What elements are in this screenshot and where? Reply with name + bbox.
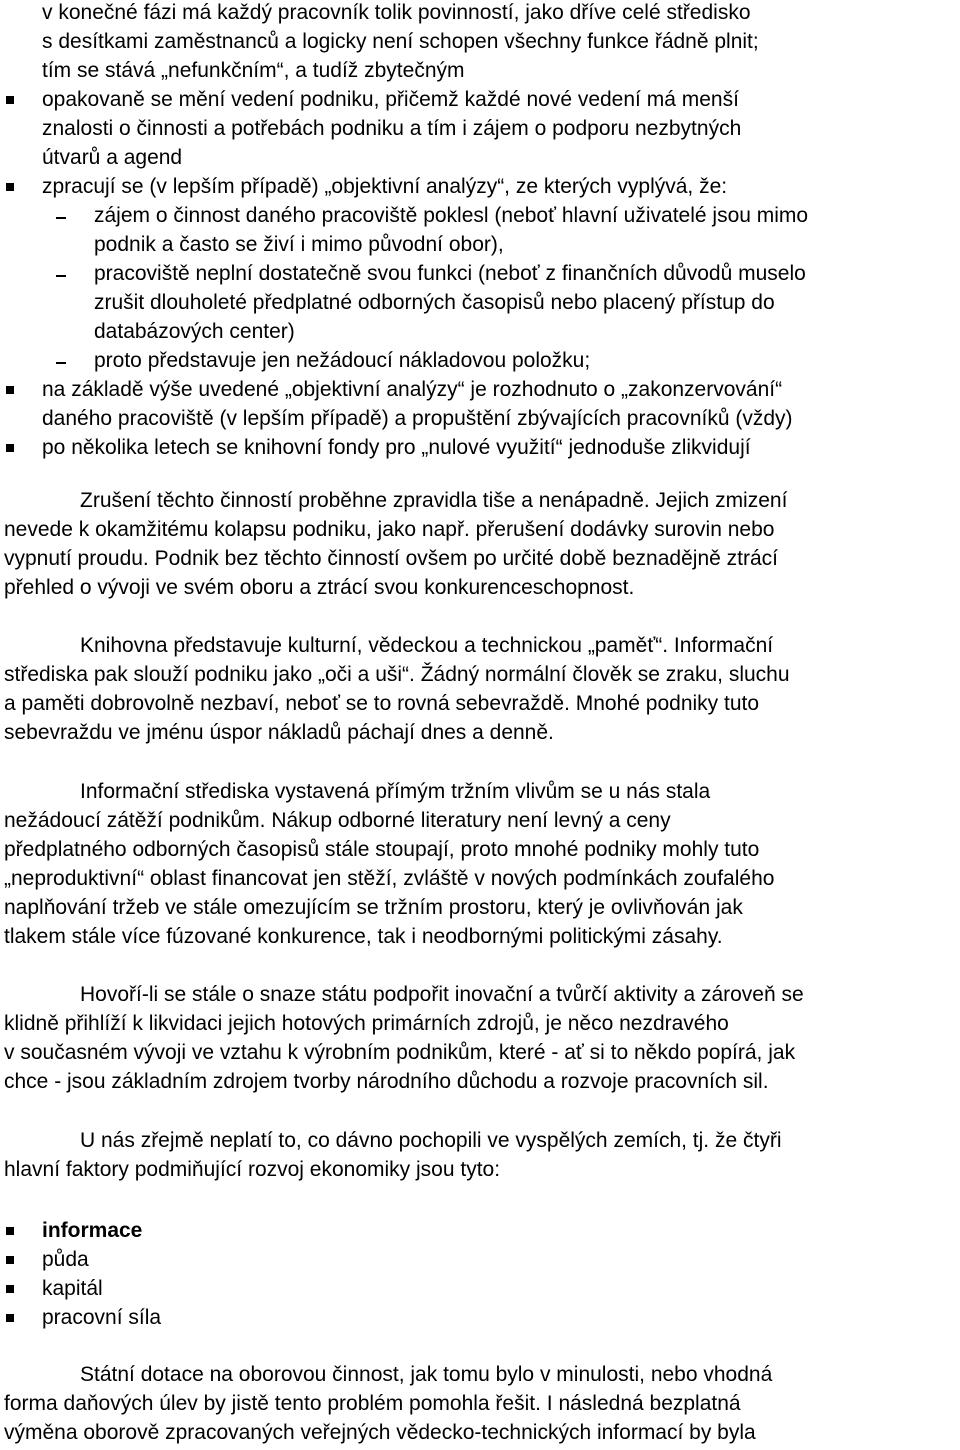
paragraph-line: klidně přihlíží k likvidaci jejich hotových primárních zdrojů, je něco nezdravého: [4, 1012, 729, 1035]
sub-item-line: pracoviště neplní dostatečně svou funkci (neboť z finančních důvodů muselo: [94, 262, 806, 285]
sub-item-line: zrušit dlouholeté předplatné odborných časopisů nebo placený přístup do: [94, 291, 775, 314]
bullet-item-line: znalosti o činnosti a potřebách podniku a tím i zájem o podporu nezbytných: [42, 117, 742, 140]
paragraph-line: střediska pak slouží podniku jako „oči a uši“. Žádný normální člověk se zraku, sluchu: [4, 663, 790, 686]
paragraph-line: Knihovna představuje kulturní, vědeckou a technickou „paměť“. Informační: [80, 634, 774, 657]
bullet-item-line: útvarů a agend: [42, 146, 183, 169]
factor-item: pracovní síla: [42, 1306, 162, 1329]
bullet-item-line: daného pracoviště (v lepším případě) a propuštění zbývajících pracovníků (vždy): [42, 407, 793, 430]
paragraph-line: výměna oborově zpracovaných veřejných vědecko-technických informací by byla: [4, 1421, 756, 1444]
square-bullet-icon: [6, 444, 14, 452]
paragraph-line: sebevraždu ve jménu úspor nákladů páchají dnes a denně.: [4, 721, 554, 744]
dash-bullet-icon: [56, 275, 66, 277]
paragraph-line: tlakem stále více fúzované konkurence, tak i neodbornými politickými zásahy.: [4, 925, 723, 948]
dash-bullet-icon: [56, 362, 66, 364]
paragraph-line: nežádoucí zátěží podnikům. Nákup odborné literatury není levný a ceny: [4, 809, 671, 832]
paragraph-line: „neproduktivní“ oblast financovat jen stěží, zvláště v nových podmínkách zoufalého: [4, 867, 775, 890]
paragraph-line: předplatného odborných časopisů stále stoupají, proto mnohé podniky mohly tuto: [4, 838, 760, 861]
sub-item-line: proto představuje jen nežádoucí nákladovou položku;: [94, 349, 591, 372]
paragraph-line: Státní dotace na oborovou činnost, jak tomu bylo v minulosti, nebo vhodná: [80, 1363, 773, 1386]
sub-item-line: podnik a často se živí i mimo původní obor),: [94, 233, 504, 256]
square-bullet-icon: [6, 1314, 14, 1322]
sub-item-line: databázových center): [94, 320, 295, 343]
bullet-item-line: zpracují se (v lepším případě) „objektivní analýzy“, ze kterých vyplývá, že:: [42, 175, 728, 198]
paragraph-line: přehled o vývoji ve svém oboru a ztrácí svou konkurenceschopnost.: [4, 576, 635, 599]
paragraph-line: v současném vývoji ve vztahu k výrobním podnikům, které - ať si to někdo popírá, jak: [4, 1041, 796, 1064]
paragraph-line: Informační střediska vystavená přímým tržním vlivům se u nás stala: [80, 780, 711, 803]
factor-item: půda: [42, 1248, 89, 1271]
paragraph-line: nevede k okamžitému kolapsu podniku, jako např. přerušení dodávky surovin nebo: [4, 518, 775, 541]
bullet-item-line: opakovaně se mění vedení podniku, přičemž každé nové vedení má menší: [42, 88, 739, 111]
sub-item-line: zájem o činnost daného pracoviště poklesl (neboť hlavní uživatelé jsou mimo: [94, 204, 809, 227]
factor-item: kapitál: [42, 1277, 103, 1300]
paragraph-line: Hovoří-li se stále o snaze státu podpořit inovační a tvůrčí aktivity a zároveň se: [80, 983, 804, 1006]
paragraph-line: chce - jsou základním zdrojem tvorby národního důchodu a rozvoje pracovních sil.: [4, 1070, 769, 1093]
body-text-line: tím se stává „nefunkčním“, a tudíž zbytečným: [42, 59, 465, 82]
factor-item: informace: [42, 1219, 143, 1242]
square-bullet-icon: [6, 1227, 14, 1235]
square-bullet-icon: [6, 96, 14, 104]
square-bullet-icon: [6, 386, 14, 394]
paragraph-line: vypnutí proudu. Podnik bez těchto činností ovšem po určité době beznadějně ztrácí: [4, 547, 778, 570]
paragraph-line: U nás zřejmě neplatí to, co dávno pochopili ve vyspělých zemích, tj. že čtyři: [80, 1129, 782, 1152]
bullet-item-line: po několika letech se knihovní fondy pro „nulové využití“ jednoduše zlikvidují: [42, 436, 751, 459]
dash-bullet-icon: [56, 217, 66, 219]
paragraph-line: hlavní faktory podmiňující rozvoj ekonomiky jsou tyto:: [4, 1158, 501, 1181]
square-bullet-icon: [6, 1256, 14, 1264]
paragraph-line: naplňování tržeb ve stále omezujícím se tržním prostoru, který je ovlivňován jak: [4, 896, 743, 919]
paragraph-line: Zrušení těchto činností proběhne zpravidla tiše a nenápadně. Jejich zmizení: [80, 489, 788, 512]
square-bullet-icon: [6, 183, 14, 191]
paragraph-line: a paměti dobrovolně nezbaví, neboť se to rovná sebevraždě. Mnohé podniky tuto: [4, 692, 760, 715]
body-text-line: s desítkami zaměstnanců a logicky není schopen všechny funkce řádně plnit;: [42, 30, 759, 53]
square-bullet-icon: [6, 1285, 14, 1293]
body-text-line: v konečné fázi má každý pracovník tolik povinností, jako dříve celé středisko: [42, 1, 751, 24]
bullet-item-line: na základě výše uvedené „objektivní analýzy“ je rozhodnuto o „zakonzervování“: [42, 378, 783, 401]
paragraph-line: forma daňových úlev by jistě tento problém pomohla řešit. I následná bezplatná: [4, 1392, 741, 1415]
